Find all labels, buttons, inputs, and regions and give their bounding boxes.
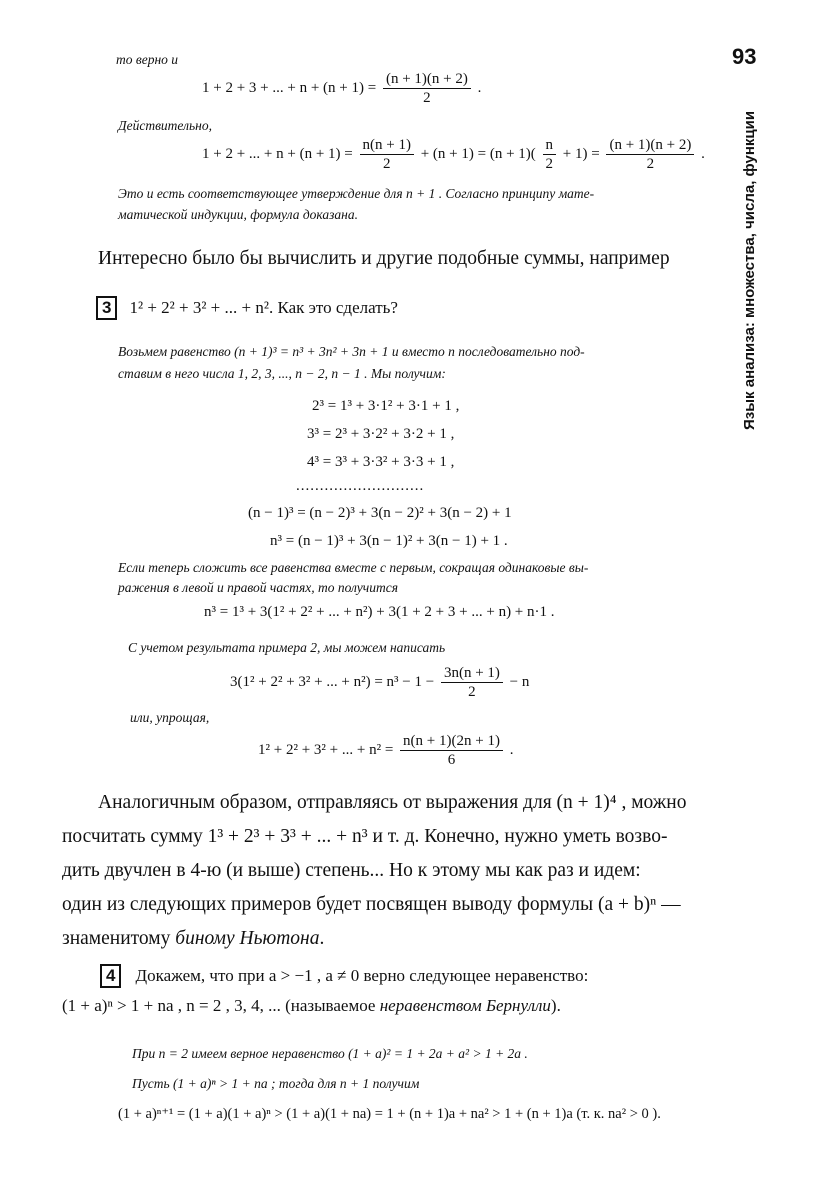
example-number-box: 4 [100, 964, 121, 988]
equation-line: (1 + a)ⁿ⁺¹ = (1 + a)(1 + a)ⁿ > (1 + a)(1 + na) = 1 + (n + 1)a + na² > 1 + (n + 1)a (т. к. na² > 0 ). [118, 1106, 661, 1122]
fraction-denominator: 6 [447, 752, 456, 768]
equation-sum-squares [230, 664, 529, 701]
equation-line: 4³ = 3³ + 3·3² + 3·3 + 1 , [307, 454, 455, 470]
equation-sum-n1 [202, 70, 481, 107]
fraction-denominator: 2 [545, 156, 554, 172]
fraction-denominator: 2 [423, 90, 431, 106]
punctuation: . [319, 928, 325, 949]
italic-term: неравенством Бернулли [379, 996, 551, 1015]
fraction-denominator: 2 [646, 156, 655, 172]
example-number-box: 3 [96, 296, 117, 320]
paragraph-line: дить двучлен в 4-ю (и выше) степень... Но к этому мы как раз и идем: [62, 860, 641, 881]
text-span: (1 + a)ⁿ > 1 + na , n = 2 , 3, 4, ... (называемое [62, 996, 380, 1015]
paragraph-line: посчитать сумму 1³ + 2³ + 3³ + ... + n³ и т. д. Конечно, нужно уметь возво- [62, 826, 668, 847]
paragraph-line: Интересно было бы вычислить и другие подобные суммы, например [98, 248, 670, 269]
text-line: то верно и [116, 52, 179, 67]
punctuation: . [701, 145, 705, 162]
text-line: ставим в него числа 1, 2, 3, ..., n − 2, n − 1 . Мы получим: [118, 366, 446, 381]
paragraph-line [62, 996, 561, 1016]
text-line: Действительно, [118, 118, 212, 133]
equation-proof [202, 136, 705, 173]
text-line: Это и есть соответствующее утверждение для n + 1 . Согласно принципу мате- [118, 186, 595, 201]
fraction-numerator: n [543, 136, 557, 155]
paragraph-line: один из следующих примеров будет посвящен выводу формулы (a + b)ⁿ — [62, 894, 681, 915]
fraction-numerator: (n + 1)(n + 2) [383, 70, 471, 89]
fraction [543, 136, 557, 173]
example-4-heading [100, 964, 588, 988]
fraction-numerator: n(n + 1)(2n + 1) [400, 732, 503, 751]
equation-part: 1 + 2 + ... + n + (n + 1) = [202, 145, 353, 162]
equation-line: 3³ = 2³ + 3·2² + 3·2 + 1 , [307, 426, 455, 442]
fraction-numerator: 3n(n + 1) [441, 664, 503, 683]
text-line: С учетом результата примера 2, мы можем написать [128, 640, 446, 655]
equation-part: + 1) = [562, 145, 600, 162]
fraction-numerator: n(n + 1) [360, 136, 414, 155]
equation-lhs: 1 + 2 + 3 + ... + n + (n + 1) = [202, 79, 377, 96]
text-line: Если теперь сложить все равенства вместе с первым, сокращая одинаковые вы- [118, 560, 589, 575]
fraction-numerator: (n + 1)(n + 2) [606, 136, 694, 155]
equation-line: n³ = (n − 1)³ + 3(n − 1)² + 3(n − 1) + 1 . [270, 533, 508, 549]
equation-line: (n − 1)³ = (n − 2)³ + 3(n − 2)² + 3(n − 2) + 1 [248, 505, 512, 521]
equation-part: 3(1² + 2² + 3² + ... + n²) = n³ − 1 − [230, 673, 435, 690]
fraction [441, 664, 503, 701]
fraction [606, 136, 694, 173]
example-3-heading [96, 296, 398, 320]
italic-term: биному Ньютона [175, 928, 320, 949]
example-text: 1² + 2² + 3² + ... + n². Как это сделать? [129, 298, 398, 317]
text-line: или, упрощая, [130, 710, 210, 725]
equation-line: 2³ = 1³ + 3·1² + 3·1 + 1 , [312, 398, 460, 414]
equation-part: + (n + 1) = (n + 1)( [420, 145, 536, 162]
text-line: При n = 2 имеем верное неравенство (1 + a)² = 1 + 2a + a² > 1 + 2a . [132, 1046, 528, 1061]
fraction [400, 732, 503, 769]
text-line: Пусть (1 + a)ⁿ > 1 + na ; тогда для n + 1 получим [132, 1076, 420, 1091]
punctuation: . [509, 741, 514, 758]
text-line: матической индукции, формула доказана. [118, 207, 358, 222]
text-span: знаменитому [62, 928, 176, 949]
punctuation: . [477, 79, 482, 96]
fraction [383, 70, 471, 107]
text-line: ражения в левой и правой частях, то получится [118, 580, 398, 595]
page-number: 93 [732, 44, 757, 69]
paragraph-line: Аналогичным образом, отправляясь от выражения для (n + 1)⁴ , можно [98, 792, 687, 813]
dotted-separator: ........................... [296, 478, 425, 494]
text-line: Возьмем равенство (n + 1)³ = n³ + 3n² + 3n + 1 и вместо n последовательно под- [118, 344, 585, 359]
fraction [360, 136, 414, 173]
paragraph-line [62, 928, 324, 950]
side-section-title: Язык анализа: множества, числа, функции [741, 110, 758, 430]
punctuation: ). [550, 996, 561, 1015]
fraction-denominator: 2 [468, 684, 476, 700]
fraction-denominator: 2 [382, 156, 391, 172]
example-text: Докажем, что при a > −1 , a ≠ 0 верно следующее неравенство: [135, 966, 589, 985]
equation-result [258, 732, 513, 769]
equation-line: n³ = 1³ + 3(1² + 2² + ... + n²) + 3(1 + 2 + 3 + ... + n) + n·1 . [204, 604, 555, 620]
equation-part: 1² + 2² + 3² + ... + n² = [258, 741, 394, 758]
equation-part: − n [509, 673, 530, 690]
